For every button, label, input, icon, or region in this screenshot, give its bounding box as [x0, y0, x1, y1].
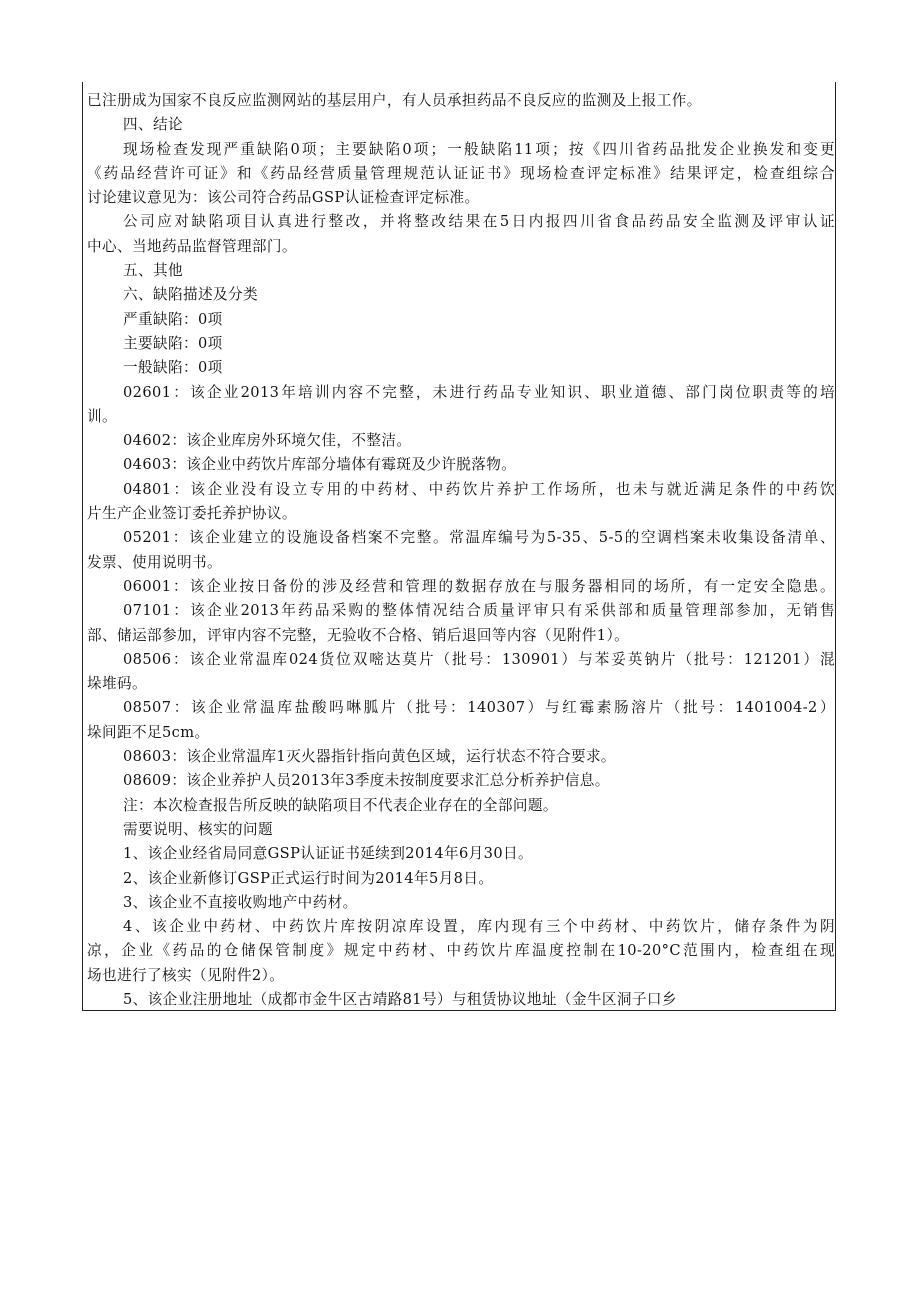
report-line: 4、该企业中药材、中药饮片库按阴凉库设置，库内现有三个中药材、中药饮片，储存条件为阴 — [123, 918, 835, 936]
report-line: 凉，企业《药品的仓储保管制度》规定中药材、中药饮片库温度控制在10-20°C范围内，检查组在现 — [87, 942, 835, 960]
report-line: 训。 — [87, 407, 117, 425]
report-line: 06001：该企业按日备份的涉及经营和管理的数据存放在与服务器相同的场所，有一定安全隐患。 — [123, 577, 835, 595]
report-line: 02601：该企业2013年培训内容不完整，未进行药品专业知识、职业道德、部门岗位职责等的培 — [123, 383, 835, 401]
report-line: 中心、当地药品监督管理部门。 — [87, 237, 297, 255]
report-line: 2、该企业新修订GSP正式运行时间为2014年5月8日。 — [123, 869, 494, 887]
report-line: 04602：该企业库房外环境欠佳，不整洁。 — [123, 432, 412, 450]
report-line: 04801：该企业没有设立专用的中药材、中药饮片养护工作场所，也未与就近满足条件的中药饮 — [123, 480, 835, 498]
report-line: 1、该企业经省局同意GSP认证证书延续到2014年6月30日。 — [123, 845, 534, 863]
report-line: 08506：该企业常温库024货位双嘧达莫片（批号：130901）与苯妥英钠片（批号：121201）混 — [123, 650, 835, 668]
report-line: 3、该企业不直接收购地产中药材。 — [123, 893, 358, 911]
report-line: 五、其他 — [123, 262, 183, 280]
report-line: 07101：该企业2013年药品采购的整体情况结合质量评审只有采供部和质量管理部参加，无销售 — [123, 602, 835, 620]
report-line: 注：本次检查报告所反映的缺陷项目不代表企业存在的全部问题。 — [123, 796, 558, 814]
report-line: 场也进行了核实（见附件2）。 — [87, 966, 285, 984]
report-line: 严重缺陷：0项 — [123, 310, 223, 328]
report-line: 公司应对缺陷项目认真进行整改，并将整改结果在5日内报四川省食品药品安全监测及评审认证 — [123, 213, 835, 231]
report-body — [87, 89, 835, 1012]
report-line: 部、储运部参加，评审内容不完整，无验收不合格、销后退回等内容（见附件1）。 — [87, 626, 630, 644]
report-line: 已注册成为国家不良反应监测网站的基层用户，有人员承担药品不良反应的监测及上报工作。 — [87, 92, 702, 109]
report-line: 08603：该企业常温库1灭火器指针指向黄色区域，运行状态不符合要求。 — [123, 748, 616, 766]
report-line: 04603：该企业中药饮片库部分墙体有霉斑及少许脱落物。 — [123, 456, 517, 474]
report-line: 发票、使用说明书。 — [87, 553, 222, 571]
report-line: 四、结论 — [123, 116, 183, 134]
report-line: 需要说明、核实的问题 — [123, 820, 273, 838]
report-line: 《药品经营许可证》和《药品经营质量管理规范认证证书》现场检查评定标准》结果评定，检查组综合 — [87, 164, 835, 182]
report-line: 一般缺陷：0项 — [123, 359, 223, 377]
report-line: 垛堆码。 — [87, 675, 147, 693]
report-line: 现场检查发现严重缺陷0项；主要缺陷0项；一般缺陷11项；按《四川省药品批发企业换发和变更 — [123, 140, 835, 158]
report-line: 片生产企业签订委托养护协议。 — [87, 505, 297, 523]
report-line: 主要缺陷：0项 — [123, 334, 223, 352]
report-line: 08609：该企业养护人员2013年3季度未按制度要求汇总分析养护信息。 — [123, 772, 610, 790]
report-line: 垛间距不足5cm。 — [87, 723, 210, 741]
report-line: 08507：该企业常温库盐酸吗啉胍片（批号：140307）与红霉素肠溶片（批号：1401004-2） — [123, 699, 835, 717]
report-line: 六、缺陷描述及分类 — [123, 286, 258, 304]
report-line: 讨论建议意见为：该公司符合药品GSP认证检查评定标准。 — [87, 189, 480, 207]
report-line: 5、该企业注册地址（成都市金牛区古靖路81号）与租赁协议地址（金牛区洞子口乡 — [123, 990, 677, 1008]
report-table-cell — [82, 82, 836, 1011]
report-line: 05201：该企业建立的设施设备档案不完整。常温库编号为5-35、5-5的空调档案未收集设备清单、 — [123, 529, 835, 547]
